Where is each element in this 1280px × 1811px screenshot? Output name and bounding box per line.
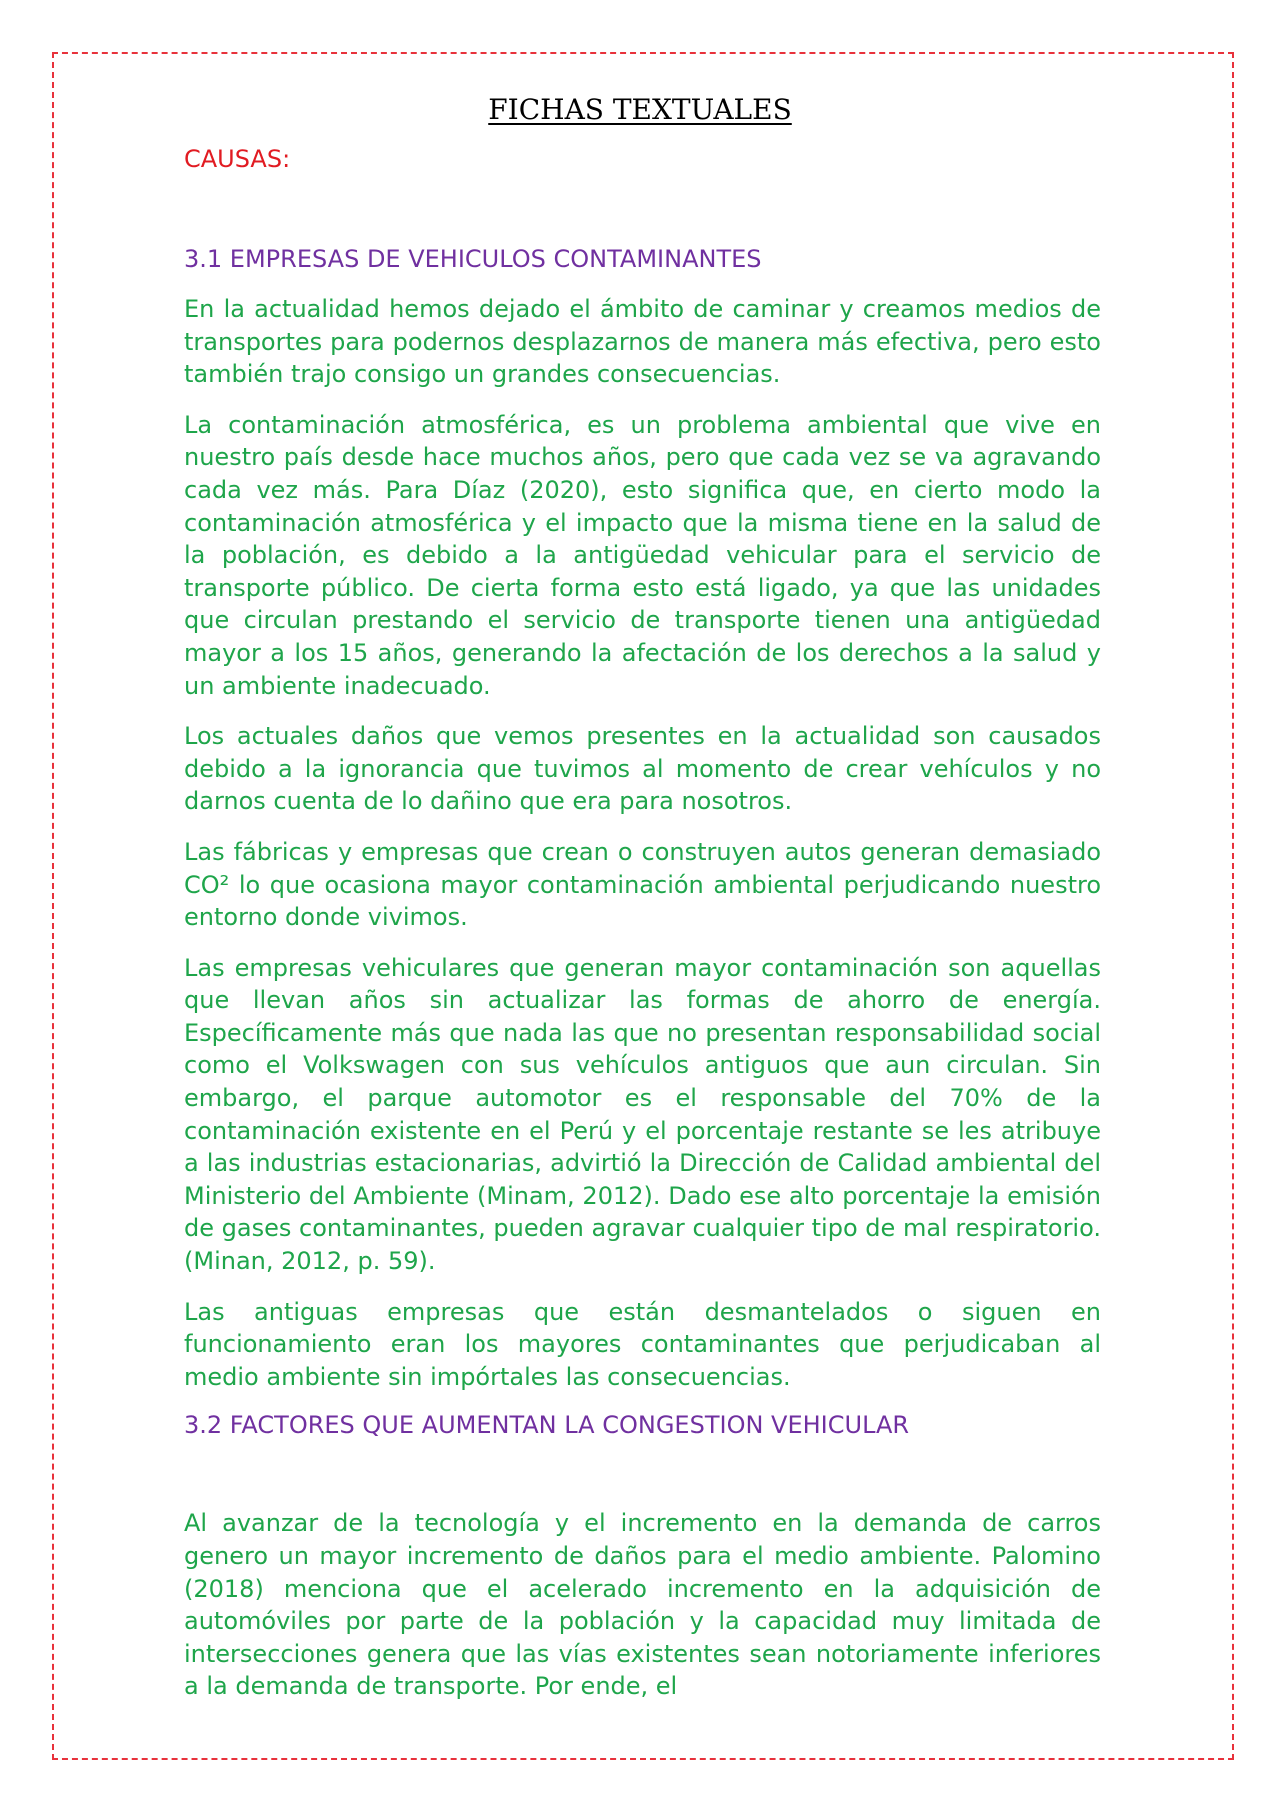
paragraph: Al avanzar de la tecnología y el incremento en la demanda de carros genero un mayor incremento de daños para el medio ambiente. Palomino (2018) menciona que el acelerado incremento en la adquisición de automóviles por parte de la población y la capacidad muy limitada de intersecciones genera que las vías existentes sean notoriamente inferiores a la demanda de transporte. Por ende, el: [184, 1509, 1101, 1701]
paragraph: Las fábricas y empresas que crean o construyen autos generan demasiado CO² lo que ocasiona mayor contaminación ambiental perjudicando nuestro entorno donde vivimos.: [184, 837, 1101, 932]
document-title: FICHAS TEXTUALES: [488, 93, 792, 126]
document-body: [184, 143, 1101, 1703]
paragraph: Los actuales daños que vemos presentes en la actualidad son causados debido a la ignorancia que tuvimos al momento de crear vehículos y no darnos cuenta de lo dañino que era para nosotros.: [184, 722, 1101, 816]
section-heading-3-2: 3.2 FACTORES QUE AUMENTAN LA CONGESTION VEHICULAR: [184, 1411, 910, 1440]
causes-label: CAUSAS:: [184, 145, 291, 173]
paragraph: Las empresas vehiculares que generan mayor contaminación son aquellas que llevan años sin actualizar las formas de ahorro de energía. Específicamente más que nada las que no presentan responsabilidad social como el Volkswagen con sus vehículos antiguos que aun circulan. Sin embargo, el parque automotor es el responsable del 70% de la contaminación existente en el Perú y el porcentaje restante se les atribuye a las industrias estacionarias, advirtió la Dirección de Calidad ambiental del Ministerio del Ambiente (Minam, 2012). Dado ese alto porcentaje la emisión de gases contaminantes, pueden agravar cualquier tipo de mal respiratorio. (Minan, 2012, p. 59).: [184, 953, 1101, 1276]
paragraph: En la actualidad hemos dejado el ámbito de caminar y creamos medios de transportes para podernos desplazarnos de manera más efectiva, pero esto también trajo consigo un grandes consecuencias.: [184, 295, 1101, 389]
section-heading-3-1: 3.1 EMPRESAS DE VEHICULOS CONTAMINANTES: [184, 245, 762, 273]
paragraph: La contaminación atmosférica, es un problema ambiental que vive en nuestro país desde hace muchos años, pero que cada vez se va agravando cada vez más. Para Díaz (2020), esto significa que, en cierto modo la contaminación atmosférica y el impacto que la misma tiene en la salud de la población, es debido a la antigüedad vehicular para el servicio de transporte público. De cierta forma esto está ligado, ya que las unidades que circulan prestando el servicio de transporte tienen una antigüedad mayor a los 15 años, generando la afectación de los derechos a la salud y un ambiente inadecuado.: [184, 410, 1101, 700]
paragraph: Las antiguas empresas que están desmantelados o siguen en funcionamiento eran los mayores contaminantes que perjudicaban al medio ambiente sin impórtales las consecuencias.: [184, 1297, 1101, 1391]
